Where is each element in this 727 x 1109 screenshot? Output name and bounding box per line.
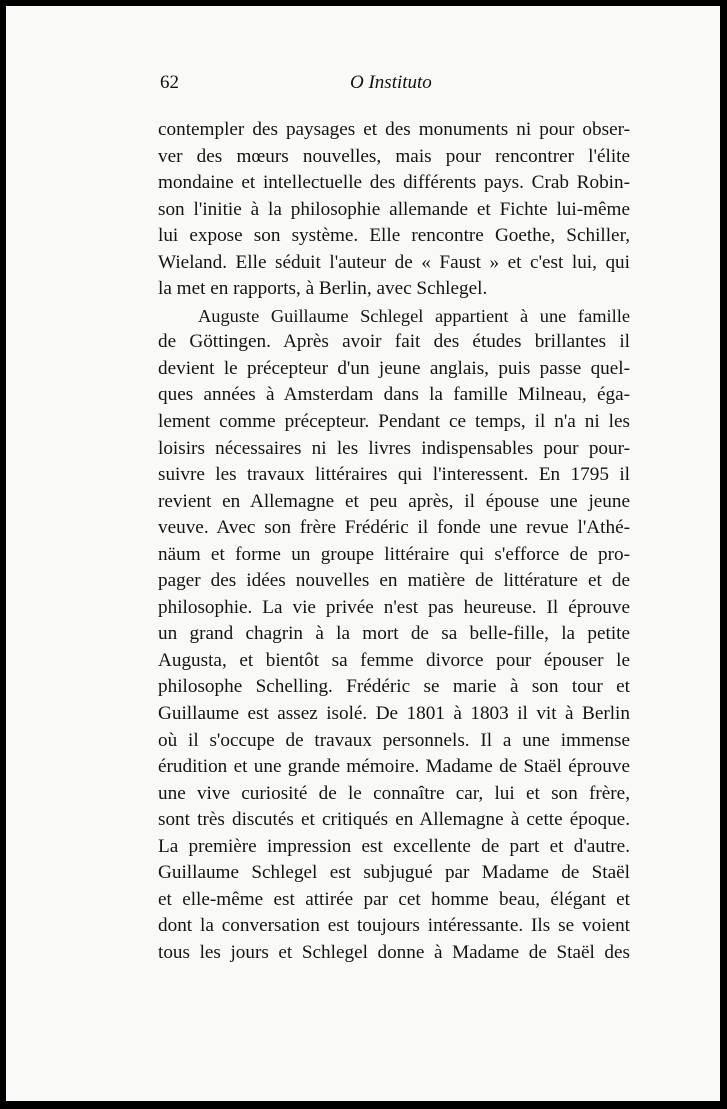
paragraph-end-line: la met en rapports, à Berlin, avec Schlegel. bbox=[158, 278, 488, 300]
text-line: où il s'occupe de travaux personnels. Il a une immense bbox=[158, 729, 630, 751]
scan-edge-bottom bbox=[0, 1101, 727, 1109]
scan-edge-right bbox=[720, 0, 727, 1109]
text-line: une vive curiosité de le connaître car, lui et son frère, bbox=[158, 782, 630, 804]
text-line: érudition et une grande mémoire. Madame de Staël éprouve bbox=[158, 756, 630, 778]
text-line: contempler des paysages et des monuments ni pour obser- bbox=[158, 119, 630, 140]
text-line: philosophe Schelling. Frédéric se marie à son tour et bbox=[158, 676, 630, 698]
text-line: revient en Allemagne et peu après, il épouse une jeune bbox=[158, 490, 630, 512]
page-header bbox=[160, 72, 630, 100]
text-line: un grand chagrin à la mort de sa belle-fille, la petite bbox=[158, 623, 630, 645]
text-line: Guillaume est assez isolé. De 1801 à 1803 il vit à Berlin bbox=[158, 703, 630, 725]
text-line: loisirs nécessaires ni les livres indispensables pour pour- bbox=[158, 437, 630, 459]
scan-edge-top bbox=[0, 0, 727, 6]
text-line: philosophie. La vie privée n'est pas heureuse. Il éprouve bbox=[158, 596, 630, 618]
text-line: pager des idées nouvelles en matière de littérature et de bbox=[158, 570, 630, 592]
text-line: devient le précepteur d'un jeune anglais, puis passe quel- bbox=[158, 357, 630, 379]
page-number: 62 bbox=[160, 72, 179, 93]
text-line: et elle-même est attirée par cet homme beau, élégant et bbox=[158, 888, 630, 910]
text-line: tous les jours et Schlegel donne à Madame de Staël des bbox=[158, 941, 630, 963]
text-line: ques années à Amsterdam dans la famille Milneau, éga- bbox=[158, 384, 630, 406]
text-line: suivre les travaux littéraires qui l'interessent. En 1795 il bbox=[158, 464, 630, 486]
text-line: lement comme précepteur. Pendant ce temps, il n'a ni les bbox=[158, 411, 630, 433]
text-line: veuve. Avec son frère Frédéric il fonde une revue l'Athé- bbox=[158, 517, 630, 539]
text-line: näum et forme un groupe littéraire qui s'efforce de pro- bbox=[158, 543, 630, 565]
text-line: dont la conversation est toujours intéressante. Ils se voient bbox=[158, 915, 630, 937]
text-line: Guillaume Schlegel est subjugué par Madame de Staël bbox=[158, 862, 630, 884]
text-line: Augusta, et bientôt sa femme divorce pour épouser le bbox=[158, 649, 630, 671]
text-line: mondaine et intellectuelle des différents pays. Crab Robin- bbox=[158, 172, 630, 194]
scan-edge-left bbox=[0, 0, 6, 1109]
text-line: lui expose son système. Elle rencontre Goethe, Schiller, bbox=[158, 225, 630, 247]
text-line: son l'initie à la philosophie allemande et Fichte lui-même bbox=[158, 198, 630, 220]
paragraph-start-line: Auguste Guillaume Schlegel appartient à une famille bbox=[198, 305, 630, 326]
text-line: Wieland. Elle séduit l'auteur de « Faust » et c'est lui, qui bbox=[158, 251, 630, 273]
body-text bbox=[158, 117, 630, 967]
text-line: sont très discutés et critiqués en Allemagne à cette époque. bbox=[158, 809, 630, 831]
text-line: ver des mœurs nouvelles, mais pour rencontrer l'élite bbox=[158, 145, 630, 167]
text-line: de Göttingen. Après avoir fait des études brillantes il bbox=[158, 331, 630, 353]
running-title: O Instituto bbox=[350, 72, 432, 93]
text-line: La première impression est excellente de part et d'autre. bbox=[158, 835, 630, 857]
